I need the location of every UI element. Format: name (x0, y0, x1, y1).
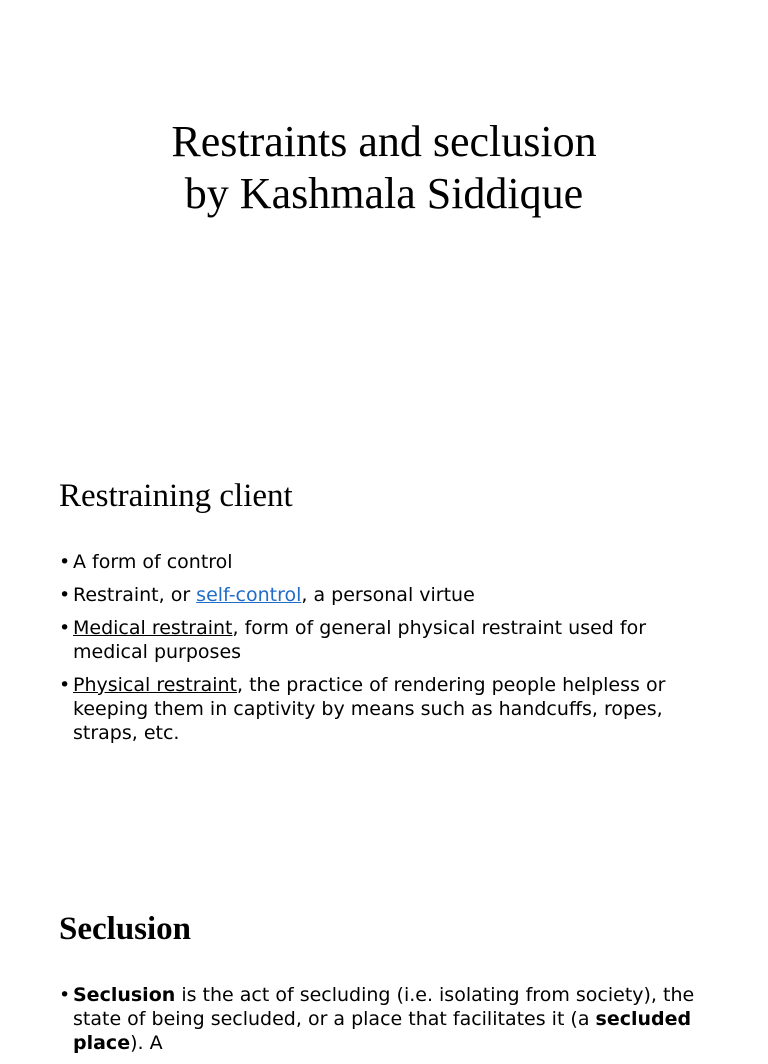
bullet-item (59, 983, 719, 1055)
title-line-2: by Kashmala Siddique (184, 169, 584, 218)
physical-restraint-link[interactable]: Physical restraint (73, 674, 237, 696)
bullet-item (59, 616, 719, 664)
bullet-icon: • (59, 617, 71, 639)
bullet-text-pre: Restraint, or (73, 584, 197, 606)
bullet-icon: • (59, 584, 71, 606)
bullet-text-post: ). A (130, 1032, 163, 1054)
presentation-title (0, 116, 768, 220)
bullet-text-mid: is the act of secluding (i.e. isolating from society), the state of being secluded, or a place that facilitates it (a (73, 984, 695, 1030)
title-slide (0, 0, 768, 432)
bullet-icon: • (59, 674, 71, 696)
bullet-item (59, 583, 719, 607)
slide-heading: Restraining client (59, 478, 293, 514)
title-line-1: Restraints and seclusion (171, 117, 597, 166)
secluded-place-term: secluded place (73, 1008, 692, 1054)
seclusion-term: Seclusion (73, 984, 176, 1006)
bullet-icon: • (59, 551, 71, 573)
bullet-text-post: , a personal virtue (301, 584, 475, 606)
seclusion-slide (0, 864, 768, 1054)
bullet-text-post: , the practice of rendering people helpless or keeping them in captivity by means such as handcuffs, ropes, straps, etc. (73, 674, 666, 744)
slide-heading: Seclusion (59, 911, 192, 947)
bullet-item (59, 673, 719, 745)
bullet-text-post: , form of general physical restraint used for medical purposes (73, 617, 647, 663)
medical-restraint-link[interactable]: Medical restraint (73, 617, 233, 639)
bullet-list (59, 550, 719, 754)
bullet-item (59, 550, 719, 574)
bullet-icon: • (59, 984, 71, 1006)
restraining-client-slide (0, 432, 768, 864)
self-control-link[interactable]: self-control (196, 584, 302, 606)
bullet-text: A form of control (73, 551, 233, 573)
bullet-list (59, 983, 719, 1064)
